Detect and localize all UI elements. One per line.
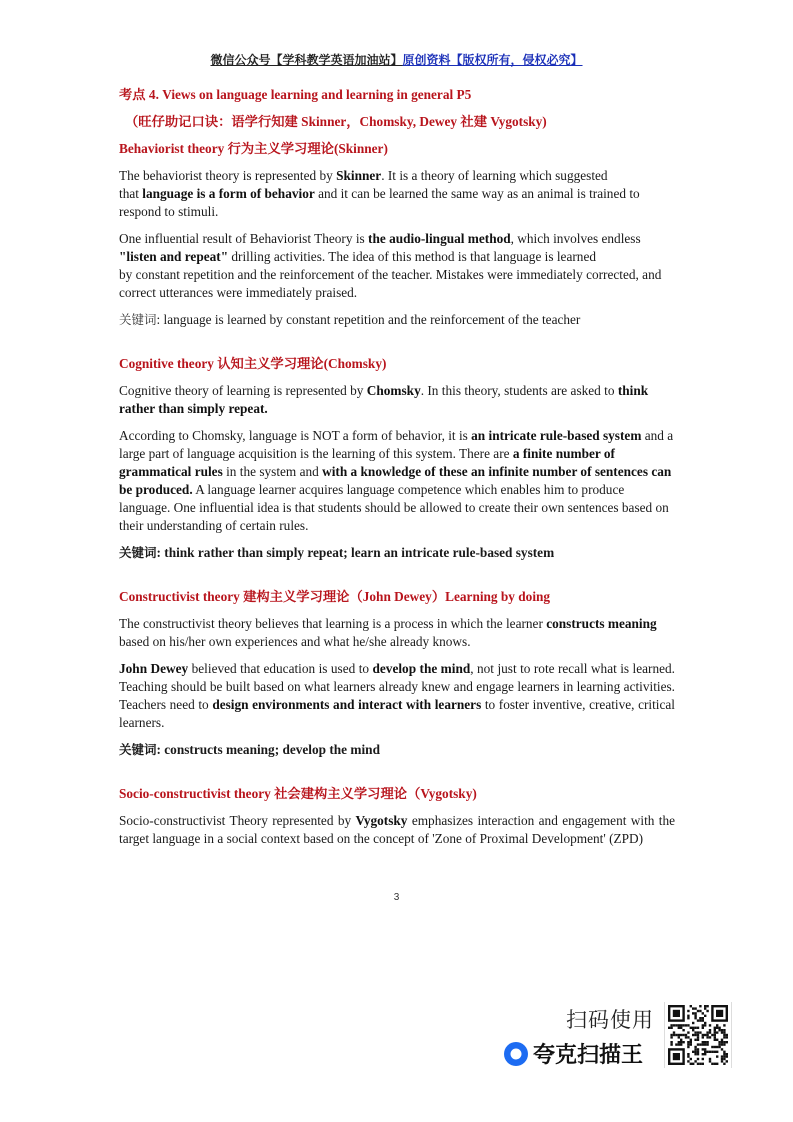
behaviorist-keywords	[119, 311, 675, 329]
keywords-text: : constructs meaning; develop the mind	[156, 742, 380, 757]
scan-to-use-label: 扫码使用	[566, 1008, 654, 1032]
watermark-header	[0, 53, 793, 67]
behaviorist-paragraph-2	[119, 230, 675, 302]
keywords-label: 关键词	[119, 545, 157, 560]
text: Cognitive theory of learning is represented by	[119, 383, 367, 398]
page-number: 3	[393, 892, 400, 903]
text: that	[119, 186, 143, 201]
watermark-copyright[interactable]: 原创资料【版权所有，侵权必究】	[402, 53, 583, 67]
constructivist-keywords	[119, 741, 675, 759]
text: and a large part of language acquisition is the learning of this system. There are	[119, 428, 674, 461]
cognitive-keywords	[119, 544, 675, 562]
bold-text: with a knowledge of these an infinite number of sentences can be produced.	[119, 464, 672, 497]
cognitive-paragraph-2	[119, 427, 675, 535]
text: One influential result of Behaviorist Theory is	[119, 231, 369, 246]
keywords-label: 关键词	[119, 742, 157, 757]
bold-text: "listen and repeat"	[119, 249, 229, 264]
text: Socio-constructivist Theory represented by	[119, 813, 356, 828]
bold-text: Chomsky	[366, 383, 421, 398]
bold-text: a finite number of grammatical rules	[119, 446, 615, 479]
document-content	[119, 86, 675, 848]
keywords-text: : language is learned by constant repetition and the reinforcement of the teacher	[156, 312, 581, 327]
constructivist-paragraph-2	[119, 660, 675, 732]
text: . It is a theory of learning which suggested	[381, 168, 608, 183]
mnemonic-heading: （旺仔助记口诀：语学行知建 Skinner，Chomsky, Dewey 社建 Vygotsky)	[125, 114, 547, 129]
text: and it can be learned the same way as an animal is trained to respond to stimuli.	[119, 186, 640, 219]
text: , which involves endless	[510, 231, 641, 246]
behaviorist-heading: Behaviorist theory 行为主义学习理论(Skinner)	[119, 141, 388, 156]
bold-text: John Dewey	[119, 661, 189, 676]
keywords-text: : think rather than simply repeat; learn an intricate rule-based system	[156, 545, 555, 560]
keywords-label: 关键词	[119, 312, 157, 327]
quark-logo-icon	[503, 1041, 529, 1067]
scanner-badge[interactable]	[500, 1000, 740, 1072]
bold-text: language is a form of behavior	[142, 186, 315, 201]
watermark-account[interactable]: 微信公众号【学科教学英语加油站】	[210, 53, 403, 67]
constructivist-heading: Constructivist theory 建构主义学习理论（John Dewey）Learning by doing	[119, 589, 551, 604]
bold-text: think rather than simply repeat.	[119, 383, 649, 416]
text: by constant repetition and the reinforcement of the teacher. Mistakes were immediately corrected, and correct utterances were immediately praised.	[119, 267, 662, 300]
cognitive-paragraph-1	[119, 382, 675, 418]
text: believed that education is used to	[188, 661, 373, 676]
bold-text: the audio-lingual method	[368, 231, 511, 246]
behaviorist-paragraph-1	[119, 167, 675, 221]
qr-code-icon[interactable]	[664, 1002, 732, 1068]
bold-text: Skinner	[336, 168, 382, 183]
text: A language learner acquires language competence which enables him to produce language. One influential idea is that students should be allowed to create their own sentences based on their understanding of certain rules.	[119, 482, 669, 533]
bold-text: develop the mind	[372, 661, 471, 676]
text: based on his/her own experiences and what he/she already knows.	[119, 634, 471, 649]
scanner-brand	[503, 1038, 643, 1069]
text: . In this theory, students are asked to	[420, 383, 618, 398]
bold-text: constructs meaning	[546, 616, 657, 631]
socio-constructivist-paragraph-1	[119, 812, 675, 848]
constructivist-paragraph-1	[119, 615, 675, 651]
text: to foster inventive, creative, critical learners.	[119, 697, 676, 730]
text: The behaviorist theory is represented by	[119, 168, 337, 183]
text: in the system and	[222, 464, 323, 479]
text: emphasizes interaction and engagement with the target language in a social context based on the concept of 'Zone of Proximal Development' (ZPD)	[119, 813, 676, 846]
text: According to Chomsky, language is NOT a form of behavior, it is	[119, 428, 472, 443]
text: The constructivist theory believes that learning is a process in which the learner	[119, 616, 547, 631]
cognitive-heading: Cognitive theory 认知主义学习理论(Chomsky)	[119, 356, 387, 371]
bold-text: Vygotsky	[355, 813, 408, 828]
brand-name: 夸克扫描王	[533, 1043, 644, 1068]
text: , not just to rote recall what is learned. Teaching should be built based on what learners already knew and engage learners in learning activities. Teachers need to	[119, 661, 675, 712]
text: drilling activities. The idea of this method is that language is learned	[228, 249, 596, 264]
bold-text: design environments and interact with learners	[212, 697, 482, 712]
socio-constructivist-heading: Socio-constructivist theory 社会建构主义学习理论（Vygotsky)	[119, 786, 477, 801]
topic-heading: 考点 4. Views on language learning and learning in general P5	[119, 87, 472, 102]
bold-text: an intricate rule-based system	[471, 428, 642, 443]
